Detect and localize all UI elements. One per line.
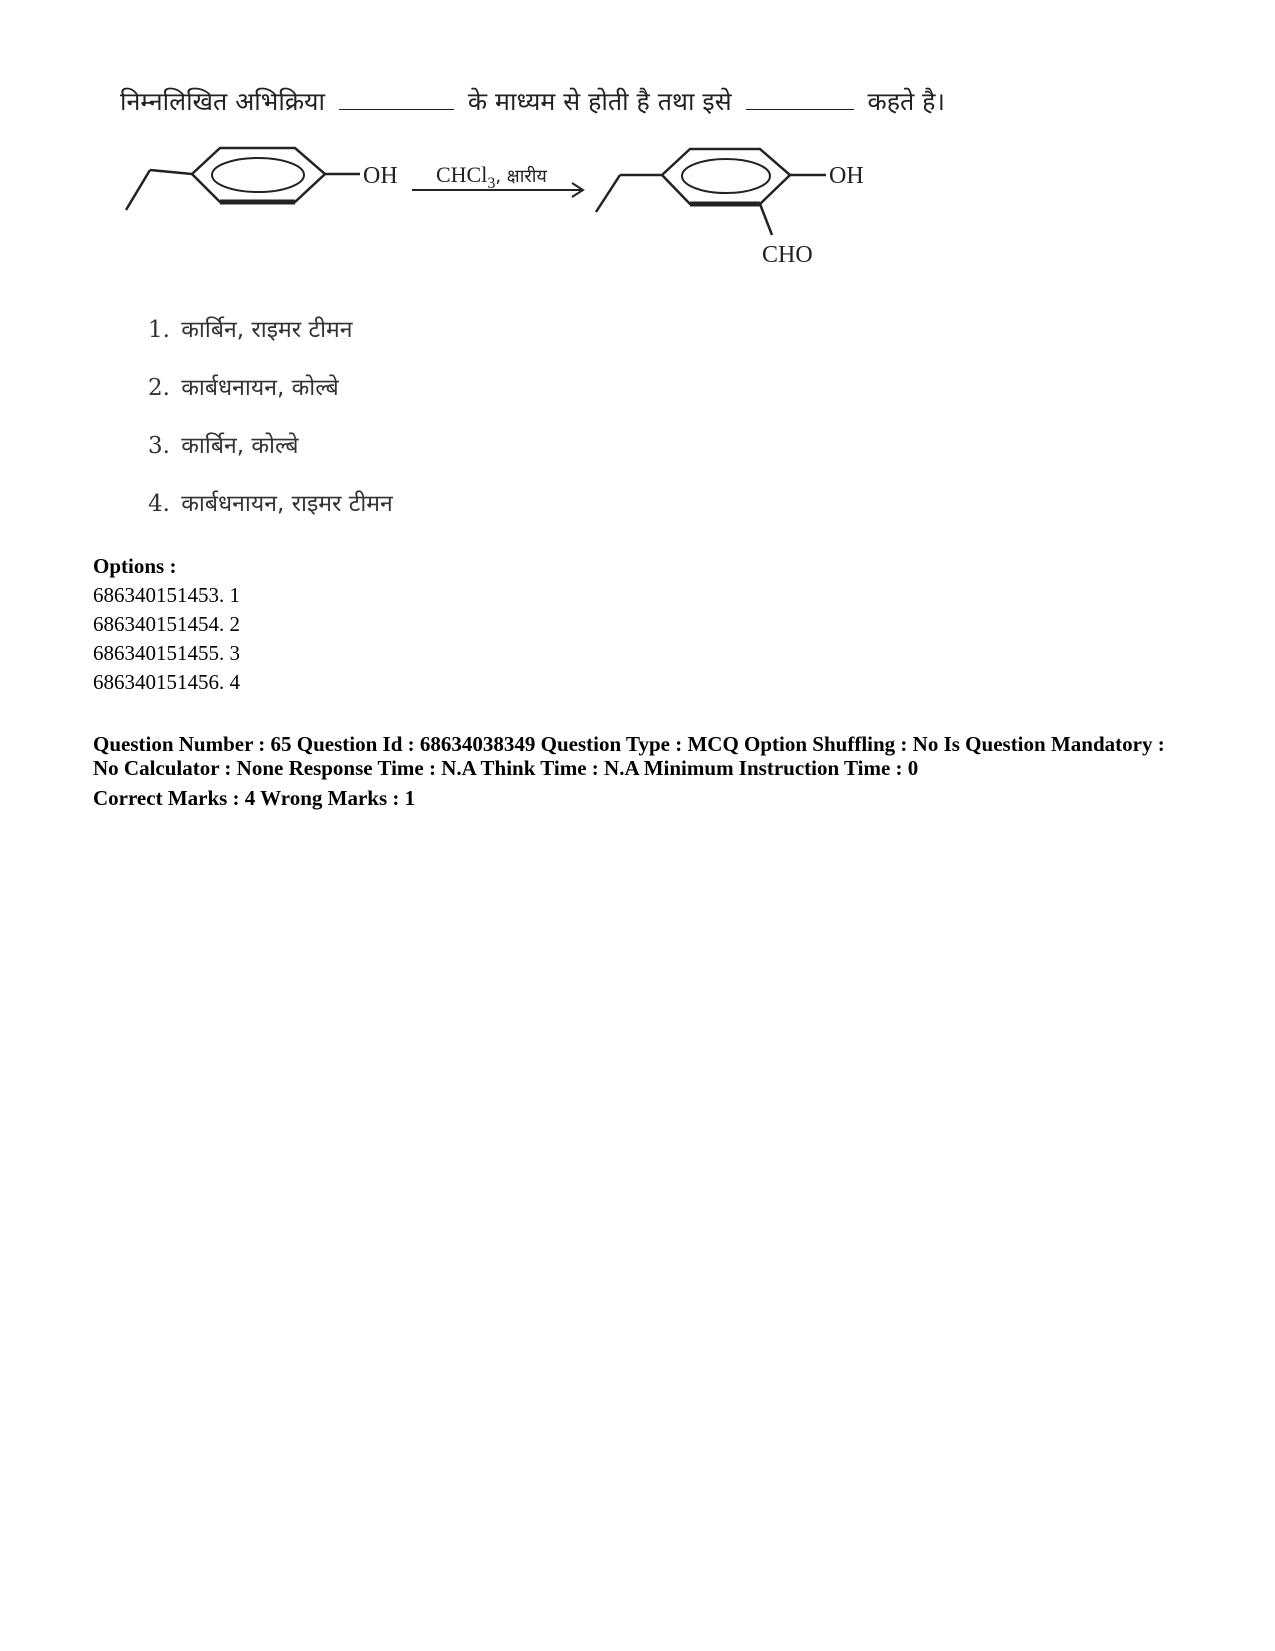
product-cho-label: CHO <box>762 242 813 268</box>
reactant-molecule <box>126 148 360 210</box>
options-section <box>93 552 240 697</box>
metadata-line-2: No Calculator : None Response Time : N.A Think Time : N.A Minimum Instruction Time : 0 <box>93 756 919 780</box>
blank-2 <box>746 87 854 110</box>
choice-item: 1. कार्बिन, राइमर टीमन <box>148 317 353 343</box>
blank-1 <box>339 87 454 110</box>
option-item: 686340151454. 2 <box>93 612 240 636</box>
question-metadata <box>93 732 1213 780</box>
product-molecule <box>596 149 826 235</box>
option-item: 686340151455. 3 <box>93 641 240 665</box>
reagent-label: CHCl$_3^{, क्षारीय}$ <box>436 162 547 192</box>
marks-info: Correct Marks : 4 Wrong Marks : 1 <box>93 786 416 810</box>
choice-item: 3. कार्बिन, कोल्बे <box>148 433 299 459</box>
stem-part-1: निम्नलिखित अभिक्रिया <box>120 87 325 116</box>
option-item: 686340151453. 1 <box>93 583 240 607</box>
choice-item: 4. कार्बधनायन, राइमर टीमन <box>148 491 393 517</box>
reaction-diagram <box>120 140 900 280</box>
stem-part-3: कहते है। <box>867 87 945 116</box>
choice-list <box>148 312 393 544</box>
reactant-oh-label: OH <box>363 163 398 189</box>
option-item: 686340151456. 4 <box>93 670 240 694</box>
question-stem <box>120 84 945 118</box>
choice-item: 2. कार्बधनायन, कोल्बे <box>148 375 339 401</box>
stem-part-2: के माध्यम से होती है तथा इसे <box>467 87 732 116</box>
metadata-line-1: Question Number : 65 Question Id : 68634038349 Question Type : MCQ Option Shuffling : No Is Question Mandatory : <box>93 732 1165 756</box>
options-title: Options : <box>93 554 177 578</box>
product-oh-label: OH <box>829 163 864 189</box>
